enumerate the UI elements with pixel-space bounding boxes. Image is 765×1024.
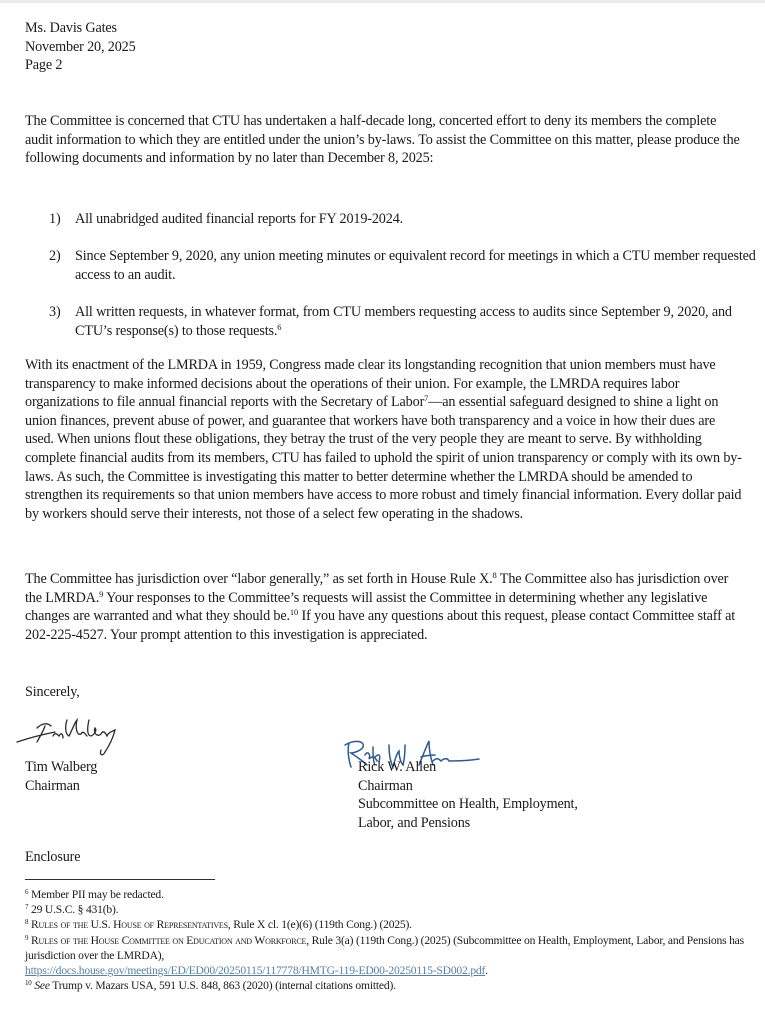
recipient-name: Ms. Davis Gates	[25, 20, 117, 36]
request-item-2	[49, 247, 765, 284]
footnote-text: , Rule X cl. 1(e)(6) (119th Cong.) (2025).	[227, 918, 412, 932]
request-text: Since September 9, 2020, any union meeting minutes or equivalent record for meetings in which a CTU member requested access to an audit.	[75, 248, 756, 283]
footnote-number: 10	[25, 979, 32, 988]
signer-allen	[358, 758, 578, 832]
footnote-text: Member PII may be redacted.	[31, 888, 164, 901]
request-text: All written requests, in whatever format, from CTU members requesting access to audits since September 9, 2020, and CTU’s response(s) to those requests.	[75, 304, 732, 339]
footnote-ref[interactable]: 10	[289, 607, 299, 618]
request-item-1	[49, 210, 765, 229]
closing-salutation: Sincerely,	[25, 684, 80, 700]
lmrda-paragraph	[25, 356, 745, 523]
footnote-number: 7	[25, 903, 29, 912]
footnote-text: , Rule 3(a) (119th Cong.) (2025) (Subcommittee on Health, Employment, Labor, and Pensions has jurisdiction over the LMRDA),	[25, 933, 744, 962]
footnote-source-title: Rules of the U.S. House of Representatives	[31, 918, 228, 932]
paragraph-text: If you have any questions about this request, please contact Committee staff at 202-225-4527. Your prompt attention to this investigation is appreciated.	[25, 608, 736, 643]
footnote-ref[interactable]: 8	[492, 570, 497, 580]
footnotes	[25, 887, 745, 993]
paragraph-text: Your responses to the Committee’s requests will assist the Committee in determining whether any legislative changes are warranted and what they should be.	[25, 589, 708, 625]
signer-name: Rick W. Allen	[358, 759, 437, 775]
intro-paragraph: The Committee is concerned that CTU has undertaken a half-decade long, concerted effort to deny its members the complete audit information to which they are entitled under the union’s by-laws. To assist the Committee on this matter, please produce the following documents and information by no later than December 8, 2025:	[25, 113, 740, 167]
footnote-number: 8	[25, 918, 29, 927]
request-number: 1)	[49, 211, 61, 227]
signer-walberg	[25, 758, 97, 795]
signer-subtitle: Labor, and Pensions	[358, 814, 471, 831]
footnote-number: 6	[25, 888, 29, 896]
footnote-8	[25, 917, 745, 932]
footnote-text: .	[485, 964, 488, 978]
paragraph-text: The Committee has jurisdiction over “labor generally,” as set forth in House Rule X.	[25, 571, 493, 587]
footnote-6	[25, 887, 745, 902]
footnote-7	[25, 902, 745, 917]
footnote-9	[25, 933, 745, 979]
paragraph-text: The Committee also has jurisdiction over the LMRDA.	[25, 571, 729, 606]
enclosure-label: Enclosure	[25, 849, 81, 865]
footnote-divider	[25, 879, 215, 880]
footnote-10	[25, 978, 745, 993]
signer-subtitle: Subcommittee on Health, Employment,	[358, 796, 578, 813]
signer-name: Tim Walberg	[25, 759, 98, 775]
signer-title: Chairman	[25, 777, 80, 794]
letter-header	[25, 19, 136, 75]
signature-walberg-icon	[15, 706, 125, 756]
top-edge-shadow	[0, 0, 765, 3]
signer-title: Chairman	[358, 777, 413, 794]
letter-date: November 20, 2025	[25, 38, 136, 55]
paragraph-text: With its enactment of the LMRDA in 1959, Congress made clear its longstanding recognition that union members must have transparency to make informed decisions about the operations of their union. For example, the LMRDA requires labor organizations to file annual financial reports with the Secretary of Labor	[25, 357, 716, 411]
footnote-source-title: Rules of the House Committee on Education and Workforce	[31, 933, 307, 947]
footnote-text: 29 U.S.C. § 431(b).	[31, 903, 119, 917]
request-item-3	[49, 303, 765, 340]
request-number: 3)	[49, 304, 61, 320]
footnote-number: 9	[25, 933, 29, 942]
page-number: Page 2	[25, 57, 63, 74]
jurisdiction-paragraph	[25, 570, 745, 644]
paragraph-text: —an essential safeguard designed to shine a light on union finances, prevent abuse of power, and guarantee that workers have both transparency and a voice in how their dues are used. When unions flout these obligations, they betray the trust of the very people they are meant to serve. By withholding complete financial audits from its members, CTU has failed to uphold the spirit of union transparency or comply with its own by-laws. As such, the Committee is investigating this matter to better determine whether the LMRDA should be amended to strengthen its requirements so that union members have access to more robust and timely financial information. Every dollar paid by workers should serve their interests, not those of a select few operating in the shadows.	[25, 394, 742, 522]
request-text: All unabridged audited financial reports for FY 2019-2024.	[75, 211, 404, 227]
footnote-ref[interactable]: 7	[424, 393, 429, 404]
footnote-signal: See	[34, 979, 50, 993]
request-number: 2)	[49, 248, 61, 264]
footnote-text: Trump v. Mazars USA, 591 U.S. 848, 863 (2020) (internal citations omitted).	[49, 979, 396, 993]
footnote-ref[interactable]: 9	[99, 588, 104, 599]
footnote-ref[interactable]: 6	[277, 321, 282, 332]
footnote-link[interactable]: https://docs.house.gov/meetings/ED/ED00/20250115/117778/HMTG-119-ED00-20250115-SD002.pdf	[25, 964, 486, 978]
